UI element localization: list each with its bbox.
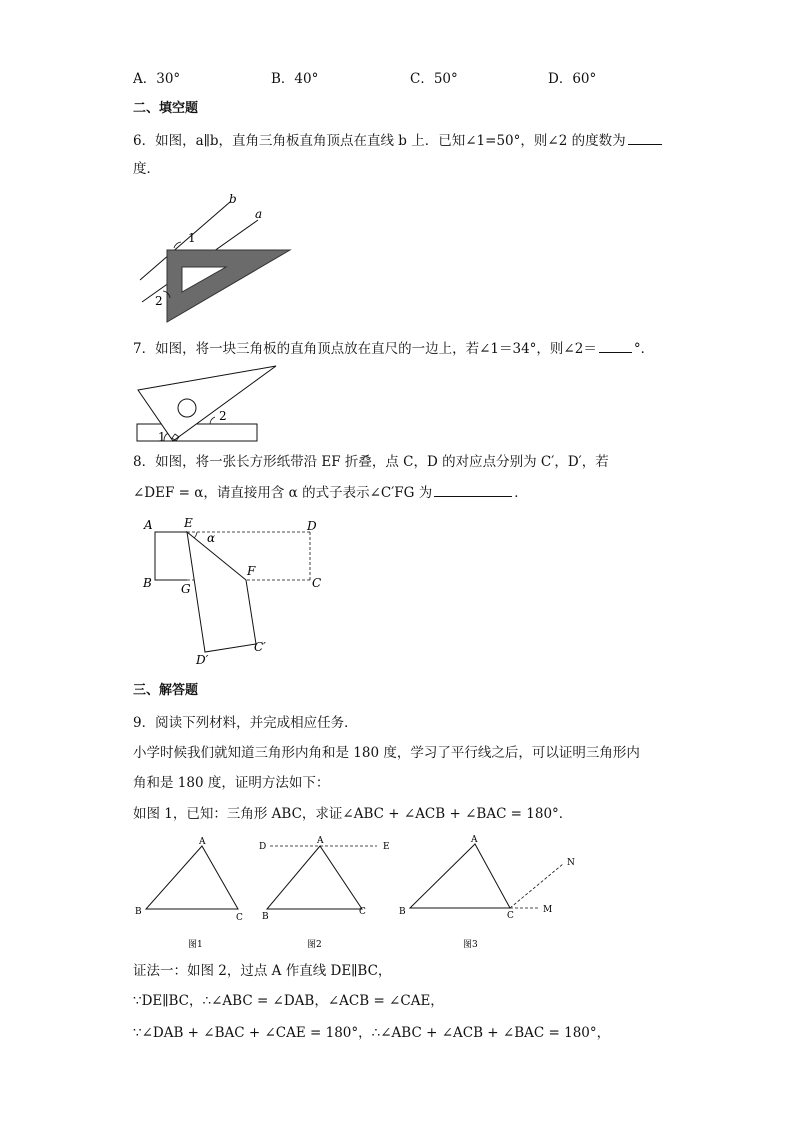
answer-blank-6 [628,131,662,145]
fig3-label-A: A [471,835,478,845]
section-title-fill-blank: 二、填空题 [133,101,199,116]
question-8-stem: ∠DEF = α，请直接用含 α 的式子表示∠C′FG 为 [133,485,433,501]
question-6-stem: 6．如图，a∥b，直角三角板直角顶点在直线 b 上．已知∠1=50°，则∠2 的度数为 [133,133,626,149]
proof-line-1: 证法一：如图 2，过点 A 作直线 DE∥BC， [133,963,392,979]
label-angle-2: 2 [219,409,227,423]
fig3-label-N: N [567,858,575,868]
label-alpha: α [207,531,216,545]
question-8-line1: 8．如图，将一张长方形纸带沿 EF 折叠，点 C，D 的对应点分别为 C′，D′，若 [133,454,609,470]
option-d: D．60° [548,71,597,87]
answer-blank-7 [599,339,632,353]
fig3-label-C: C [507,911,514,921]
label-D-prime: D′ [196,653,209,667]
answer-blank-8 [434,483,512,497]
proof-line-3: ∵∠DAB + ∠BAC + ∠CAE = 180°，∴∠ABC + ∠ACB + ∠BAC = 180°， [133,1025,611,1041]
label-b: b [229,192,237,206]
fig2-caption: 图2 [307,940,322,950]
question-7-stem: 7．如图，将一块三角板的直角顶点放在直尺的一边上，若∠1＝34°，则∠2＝ [133,341,597,357]
figure-q7 [130,362,280,444]
section-title-answer: 三、解答题 [133,683,199,698]
label-D: D [307,519,317,533]
question-7-text [133,339,654,358]
question-6-cont: 度． [133,161,160,177]
question-8-end: ． [514,485,528,501]
option-b: B．40° [271,71,319,87]
figure-q6 [130,190,300,330]
fig2-label-E: E [383,842,390,852]
fig2-label-A: A [317,836,324,846]
question-9-line2: 小学时候我们就知道三角形内角和是 180 度，学习了平行线之后，可以证明三角形内 [133,745,640,761]
label-G: G [181,582,191,596]
question-7-end: °． [633,341,655,357]
label-A: A [144,518,153,532]
fig3-label-M: M [543,905,553,915]
label-angle-2: 2 [155,294,163,308]
fig2-label-D: D [259,842,267,852]
fig2-label-B: B [262,912,269,922]
fig2-label-C: C [359,907,366,917]
label-a: a [255,207,263,221]
fig3-label-B: B [399,907,406,917]
label-B: B [143,576,152,590]
question-9-line1: 9．阅读下列材料，并完成相应任务． [133,715,358,731]
figure-q9-3 [395,832,590,952]
label-C: C [312,576,322,590]
fig1-label-C: C [236,913,243,923]
question-6-text [133,131,662,150]
option-c: C．50° [410,71,458,87]
option-a: A．30° [133,71,181,87]
fig1-caption: 图1 [188,940,203,950]
label-C-prime: C′ [254,640,266,654]
label-angle-1: 1 [158,430,166,444]
figure-q8 [140,515,340,670]
question-9-line3: 角和是 180 度，证明方法如下： [133,775,330,791]
label-angle-1: 1 [188,231,196,245]
fig3-caption: 图3 [463,940,478,950]
fig1-label-B: B [135,907,142,917]
question-8-line2 [133,483,528,502]
question-9-line4: 如图 1，已知：三角形 ABC，求证∠ABC + ∠ACB + ∠BAC = 180°． [133,806,573,822]
figure-q9-1 [130,832,255,952]
label-E: E [184,516,193,530]
label-F: F [247,564,256,578]
proof-line-2: ∵DE∥BC，∴∠ABC = ∠DAB，∠ACB = ∠CAE， [133,993,444,1009]
fig1-label-A: A [199,837,206,847]
figure-q9-2 [255,832,400,952]
